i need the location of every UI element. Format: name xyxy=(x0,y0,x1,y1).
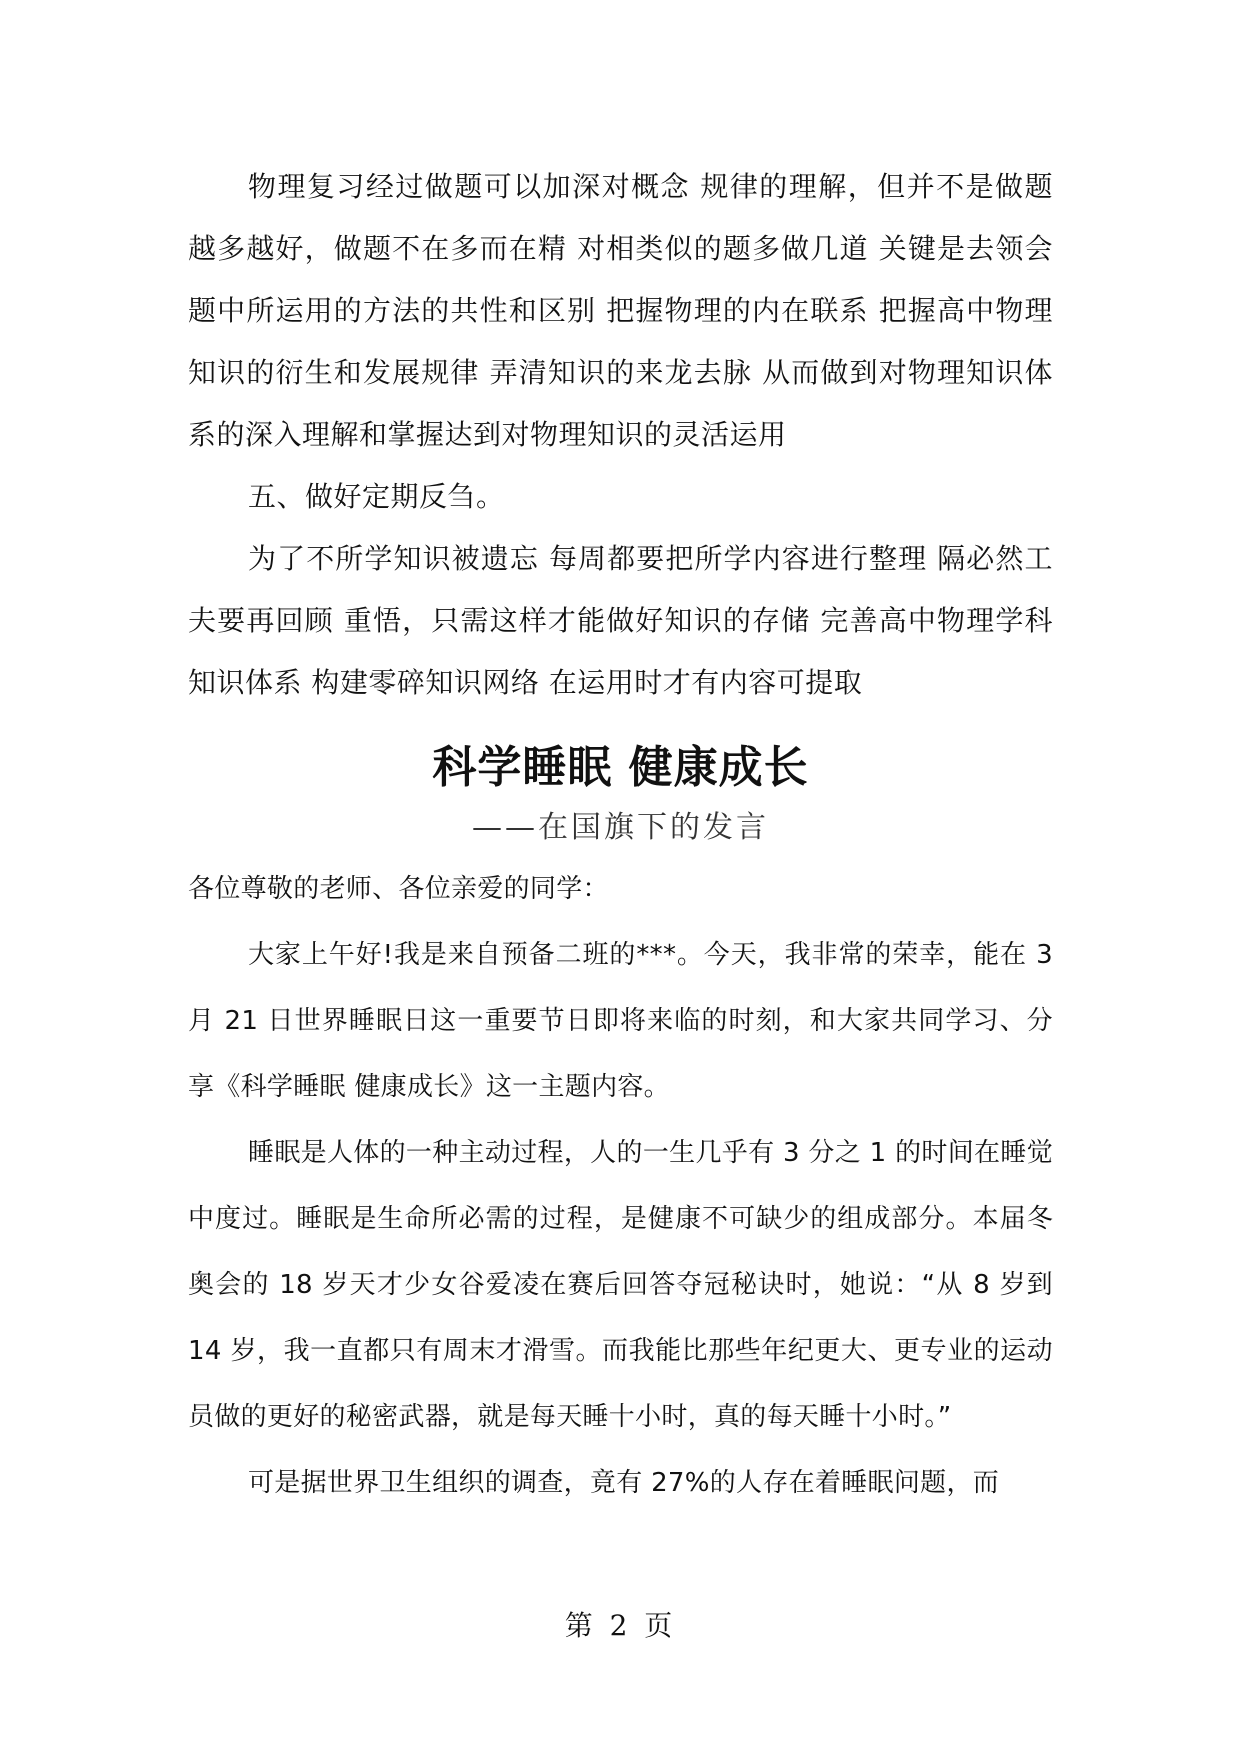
body-paragraph: 大家上午好!我是来自预备二班的***。今天，我非常的荣幸，能在 3 月 21 日世界睡眠日这一重要节日即将来临的时刻，和大家共同学习、分享《科学睡眠 健康成长》这一主题内容。 xyxy=(188,940,1053,1102)
page-number: 第 2 页 xyxy=(564,1609,677,1642)
speech-subtitle: ——在国旗下的发言 xyxy=(472,810,769,845)
body-paragraph: 物理复习经过做题可以加深对概念 规律的理解，但并不是做题越多越好，做题不在多而在精 对相类似的题多做几道 关键是去领会题中所运用的方法的共性和区别 把握物理的内在联系 把握高中物理知识的衍生和发展规律 弄清知识的来龙去脉 从而做到对物理知识体系的深入理解和掌握达到对物理知识的灵活运用 xyxy=(188,170,1053,451)
body-paragraph: 可是据世界卫生组织的调查，竟有 27%的人存在着睡眠问题，而 xyxy=(248,1468,1000,1498)
body-paragraph: 为了不所学知识被遗忘 每周都要把所学内容进行整理 隔必然工夫要再回顾 重悟，只需这样才能做好知识的存储 完善高中物理学科知识体系 构建零碎知识网络 在运用时才有内容可提取 xyxy=(188,542,1053,699)
page-content xyxy=(188,156,1053,1516)
body-paragraph: 睡眠是人体的一种主动过程，人的一生几乎有 3 分之 1 的时间在睡觉中度过。睡眠是生命所必需的过程，是健康不可缺少的组成部分。本届冬奥会的 18 岁天才少女谷爱凌在赛后回答夺冠秘诀时，她说：“从 8 岁到 14 岁，我一直都只有周末才滑雪。而我能比那些年纪更大、更专业的运动员做的更好的秘密武器，就是每天睡十小时，真的每天睡十小时。” xyxy=(188,1138,1053,1432)
greeting-line: 各位尊敬的老师、各位亲爱的同学： xyxy=(188,874,609,904)
section-heading: 五、做好定期反刍。 xyxy=(248,480,505,513)
speech-title: 科学睡眠 健康成长 xyxy=(432,742,809,793)
